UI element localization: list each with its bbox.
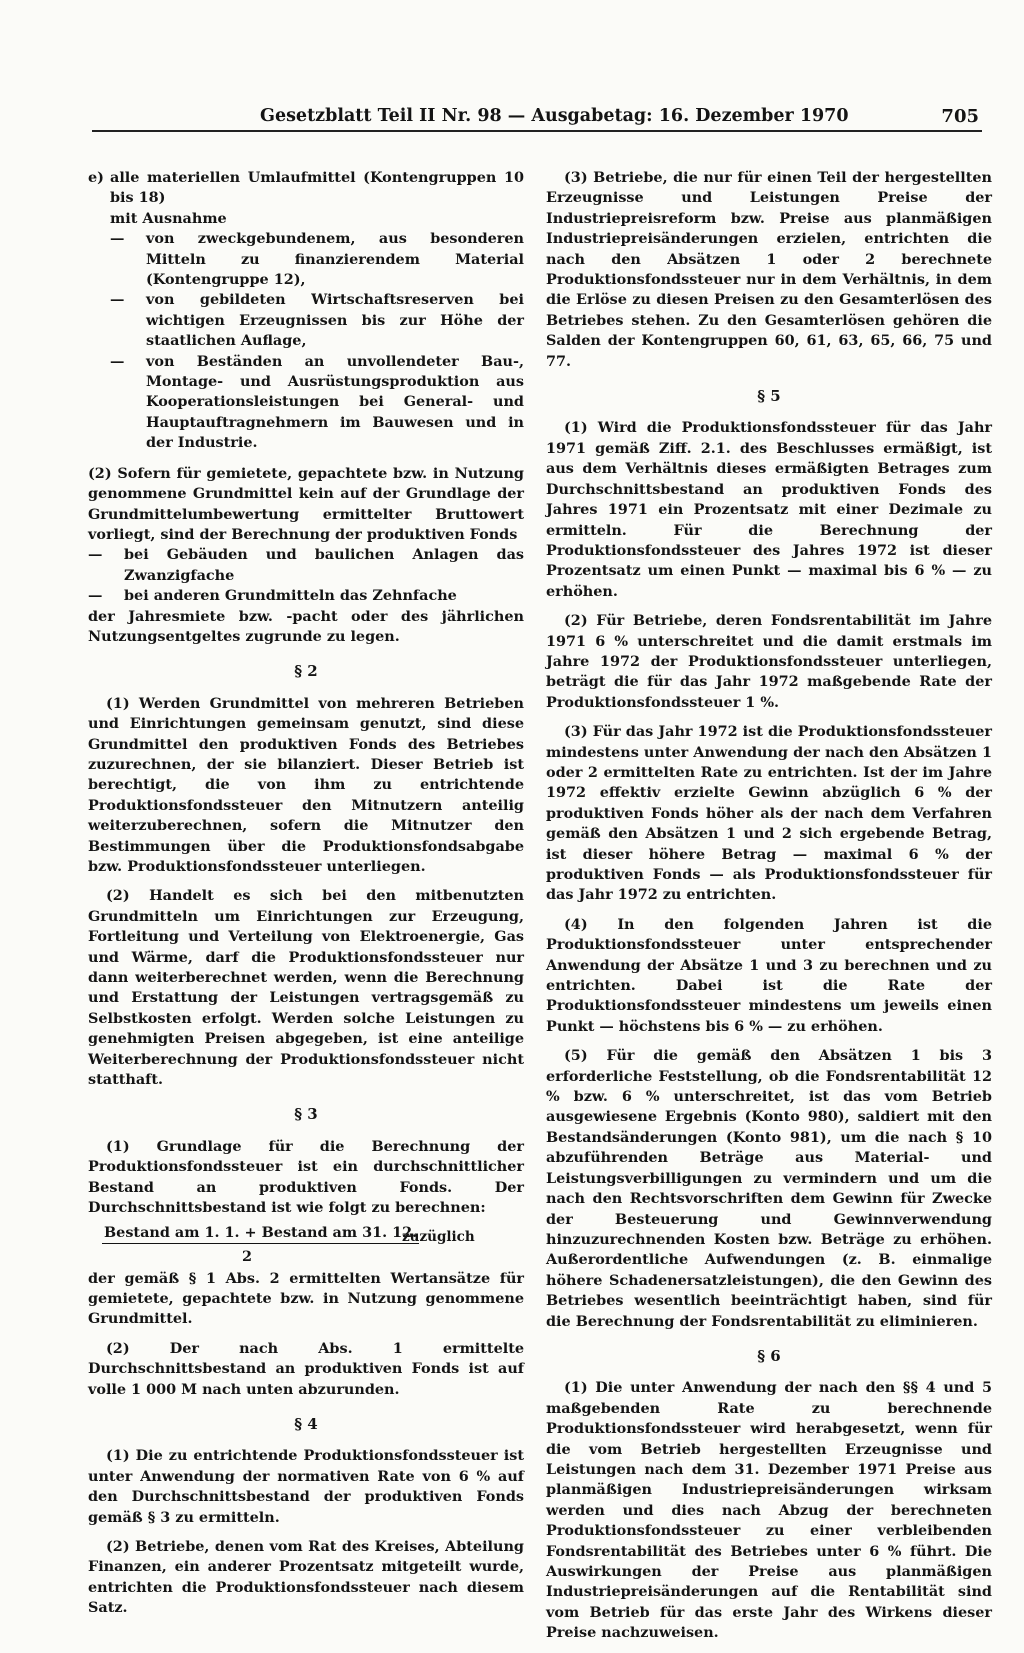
exception-item [110, 290, 524, 351]
exception-item [110, 352, 524, 454]
rent-text-2: bei anderen Grundmitteln das Zehnfache [124, 587, 457, 605]
paragraph-1-2: (2) Sofern für gemietete, gepachtete bzw. in Nutzung genommene Grundmittel kein auf der Grundlage der Grundmittelumbewertung ermittelter Bruttowert vorliegt, sind der Berechnung der produktiven Fonds [88, 464, 524, 543]
item-e [88, 168, 524, 209]
formula-denominator: 2 [242, 1247, 253, 1265]
paragraph-6-1: (1) Die unter Anwendung der nach den §§ 4 und 5 maßgebenden Rate zu berechnende Produktionsfondssteuer wird herabgesetzt, wenn für die vom Betrieb hergestellten Erzeugnisse und Leistungen nach dem 31. Dezember 1971 Preise aus planmäßigen Industriepreisänderungen wirksam werden und dies nach Abzug der berechneten Produktionsfondssteuer zu einer verbleibenden Fondsrentabilität des Betriebes unter 6 % führt. Die Auswirkungen der Preise aus planmäßigen Industriepreisänderungen auf die Rentabilität sind vom Betrieb für das erste Jahr des Wirkens dieser Preise nachzuweisen. [546, 1379, 992, 1642]
paragraph-1-2-end: der Jahresmiete bzw. -pacht oder des jährlichen Nutzungsentgeltes zugrunde zu legen. [88, 607, 524, 645]
paragraph-2-1: (1) Werden Grundmittel von mehreren Betrieben und Einrichtungen gemeinsam genutzt, sind diese Grundmittel den produktiven Fonds des Betriebes zuzurechnen, der sie bilanziert. Dieser Betrieb ist berechtigt, die von ihm zu entrichtende Produktionsfondssteuer den Mitnutzern anteilig weiterzuberechnen, sofern die Mitnutzer den Bestimmungen über die Produktionsfondsabgabe bzw. Produktionsfondssteuer unterliegen. [88, 694, 524, 875]
left-column [88, 168, 524, 1628]
section-heading-2: § 2 [294, 662, 318, 681]
paragraph-5-1: (1) Wird die Produktionsfondssteuer für das Jahr 1971 gemäß Ziff. 2.1. des Beschlusses ermäßigt, ist aus dem Verhältnis dieses ermäßigten Betrages zum Durchschnittsbestand an produktiven Fonds des Jahres 1971 ein Prozentsatz mit einer Dezimale zu ermitteln. Für die Berechnung der Produktionsfondssteuer des Jahres 1972 ist dieser Prozentsatz um einen Punkt — maximal bis 6 % — zu erhöhen. [546, 419, 992, 600]
rent-item [88, 545, 524, 586]
paragraph-3-1-end: der gemäß § 1 Abs. 2 ermittelten Wertansätze für gemietete, gepachtete bzw. in Nutzung genommene Grundmittel. [88, 1269, 524, 1328]
exception-text-2: von gebildeten Wirtschaftsreserven bei wichtigen Erzeugnissen bis zur Höhe der staatlichen Auflage, [146, 291, 524, 350]
section-heading-6: § 6 [757, 1346, 781, 1365]
exception-text-1: von zweckgebundenem, aus besonderen Mitteln zu finanzierendem Material (Kontengruppe 12), [146, 230, 524, 289]
section-heading-4: § 4 [294, 1414, 318, 1433]
rent-text-1: bei Gebäuden und baulichen Anlagen das Zwanzigfache [124, 546, 524, 584]
exception-block [88, 209, 524, 454]
paragraph-4-2: (2) Betriebe, denen vom Rat des Kreises, Abteilung Finanzen, ein anderer Prozentsatz mitgeteilt wurde, entrichten die Produktionsfondssteuer nach diesem Satz. [88, 1537, 524, 1617]
paragraph-5-2: (2) Für Betriebe, deren Fondsrentabilität im Jahre 1971 6 % unterschreitet und die damit erstmals im Jahre 1972 der Produktionsfondssteuer unterliegen, beträgt die für das Jahr 1972 maßgebende Rate der Produktionsfondssteuer 1 %. [546, 612, 992, 711]
formula-numerator: Bestand am 1. 1. + Bestand am 31. 12. [102, 1223, 419, 1244]
paragraph-3-1: (1) Grundlage für die Berechnung der Produktionsfondssteuer ist ein durchschnittlicher Bestand an produktiven Fonds. Der Durchschnittsbestand ist wie folgt zu berechnen: [88, 1137, 524, 1217]
rent-item [88, 586, 524, 606]
paragraph-4-3: (3) Betriebe, die nur für einen Teil der hergestellten Erzeugnisse und Leistungen Preise der Industriepreisreform bzw. Preise aus planmäßigen Industriepreisänderungen erzielen, entrichten die nach den Absätzen 1 oder 2 berechnete Produktionsfondssteuer nur in dem Verhältnis, in dem die Erlöse zu diesen Preisen zu den Gesamterlösen des Betriebes stehen. Zu den Gesamterlösen gehören die Salden der Kontengruppen 60, 61, 63, 65, 66, 75 und 77. [546, 169, 992, 370]
header-rule [92, 130, 982, 132]
average-formula [102, 1223, 524, 1267]
section-heading-3: § 3 [294, 1105, 318, 1124]
paragraph-2-2: (2) Handelt es sich bei den mitbenutzten Grundmitteln um Einrichtungen zur Erzeugung, Fortleitung und Verteilung von Elektroenergie, Gas und Wärme, darf die Produktionsfondssteuer nur dann weiterberechnet werden, wenn die Berechnung und Erstattung der Leistungen vertragsgemäß zu Selbstkosten erfolgt. Werden solche Leistungen zu genehmigten Preisen abgegeben, ist eine anteilige Weiterberechnung der Produktionsfondssteuer nicht statthaft. [88, 887, 524, 1089]
paragraph-4-1: (1) Die zu entrichtende Produktionsfondssteuer ist unter Anwendung der normativen Rate von 6 % auf den Durchschnittsbestand der produktiven Fonds gemäß § 3 zu ermitteln. [88, 1447, 524, 1526]
item-e-marker: e) [88, 169, 104, 186]
dash-marker: — [110, 352, 125, 370]
paragraph-3-2: (2) Der nach Abs. 1 ermittelte Durchschnittsbestand an produktiven Fonds ist auf volle 1 000 M nach unten abzurunden. [88, 1339, 524, 1398]
paragraph-5-4: (4) In den folgenden Jahren ist die Produktionsfondssteuer unter entsprechender Anwendung der Absätze 1 und 3 zu berechnen und zu entrichten. Dabei ist die Rate der Produktionsfondssteuer mindestens um jeweils einen Punkt — höchstens bis 6 % — zu erhöhen. [546, 915, 992, 1035]
header-title: Gesetzblatt Teil II Nr. 98 — Ausgabetag: 16. Dezember 1970 [260, 106, 849, 126]
section-heading-5: § 5 [757, 387, 781, 406]
paragraph-5-3: (3) Für das Jahr 1972 ist die Produktionsfondssteuer mindestens unter Anwendung der nach den Absätzen 1 oder 2 ermittelten Rate zu entrichten. Ist der im Jahre 1972 effektiv erzielte Gewinn abzüglich 6 % der produktiven Fonds höher als der nach dem Verfahren gemäß den Absätzen 1 und 2 sich ergebende Betrag, ist dieser höhere Betrag — maximal 6 % der produktiven Fonds — als Produktionsfondssteuer für das Jahr 1972 zu entrichten. [546, 723, 992, 904]
exception-item [110, 229, 524, 290]
formula-suffix: zuzüglich [402, 1228, 475, 1245]
right-column [546, 168, 992, 1653]
page-number: 705 [941, 106, 979, 127]
paragraph-5-5: (5) Für die gemäß den Absätzen 1 bis 3 erforderliche Feststellung, ob die Fondsrentabilität 12 % bzw. 6 % unterschreitet, ist das vom Betrieb ausgewiesene Ergebnis (Konto 980), saldiert mit den Bestandsänderungen (Konto 981), um die nach § 10 abzuführenden Beträge aus Material- und Leistungsverbilligungen zu vermindern und um die nach den Rechtsvorschriften dem Gewinn für Zwecke der Besteuerung und Gewinnverwendung hinzuzurechnenden Kosten bzw. Beträge zu erhöhen. Außerordentliche Aufwendungen (z. B. einmalige höhere Schadenersatzleistungen), die den Gewinn des Betriebes wesentlich beeinträchtigt haben, sind für die Berechnung der Fondsrentabilität zu eliminieren. [546, 1047, 992, 1330]
dash-marker: — [88, 587, 103, 605]
dash-marker: — [88, 546, 103, 564]
item-e-text: alle materiellen Umlaufmittel (Kontengruppen 10 bis 18) [110, 169, 524, 207]
dash-marker: — [110, 230, 125, 248]
exception-label: mit Ausnahme [110, 209, 227, 227]
exception-text-3: von Beständen an unvollendeter Bau-, Montage- und Ausrüstungsproduktion aus Kooperationsleistungen bei General- und Hauptauftragnehmern im Bauwesen und in der Industrie. [146, 352, 524, 452]
dash-marker: — [110, 291, 125, 309]
